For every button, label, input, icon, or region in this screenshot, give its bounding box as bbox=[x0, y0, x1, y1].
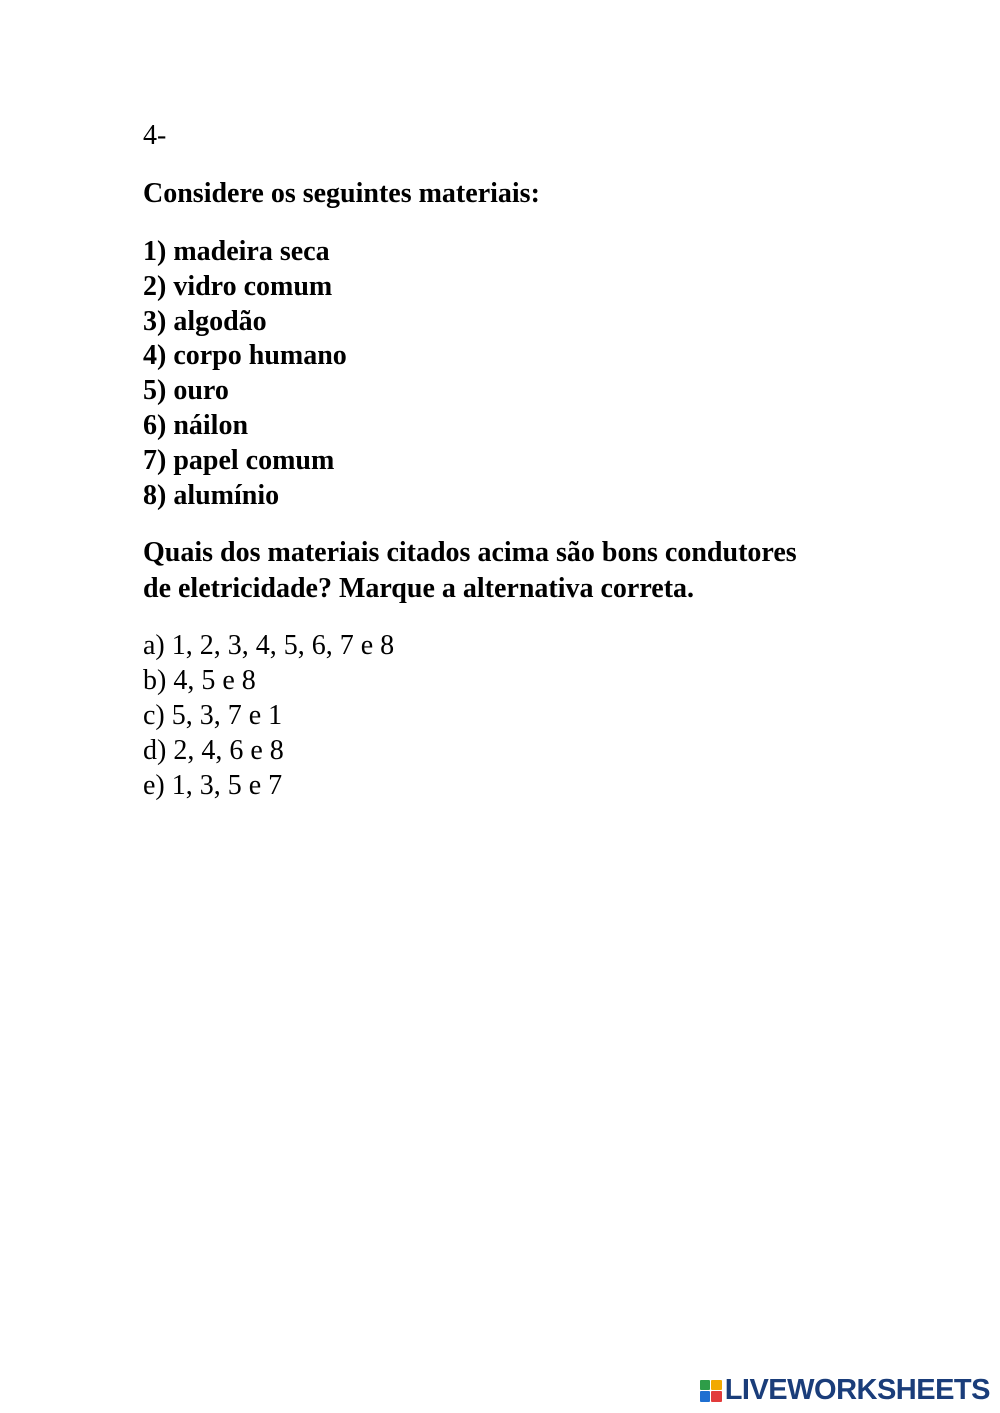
question-prompt-line1: Quais dos materiais citados acima são bons condutores bbox=[143, 537, 797, 569]
material-item: 1) madeira seca bbox=[143, 236, 330, 267]
liveworksheets-logo-icon bbox=[700, 1380, 722, 1402]
answer-options bbox=[143, 629, 903, 803]
logo-square-green bbox=[700, 1380, 711, 1391]
logo-square-blue bbox=[700, 1391, 711, 1402]
material-item: 8) alumínio bbox=[143, 479, 280, 511]
material-item: 7) papel comum bbox=[143, 444, 335, 476]
liveworksheets-logo-text: LIVEWORKSHEETS bbox=[724, 1374, 990, 1406]
material-item: 6) náilon bbox=[143, 409, 249, 441]
material-item: 5) ouro bbox=[143, 375, 229, 407]
materials-list bbox=[143, 235, 903, 513]
question-number: 4- bbox=[143, 120, 167, 151]
answer-option-c[interactable]: c) 5, 3, 7 e 1 bbox=[143, 699, 283, 731]
answer-option-a[interactable]: a) 1, 2, 3, 4, 5, 6, 7 e 8 bbox=[143, 630, 395, 662]
logo-square-red bbox=[711, 1391, 722, 1402]
logo-square-yellow bbox=[711, 1380, 722, 1391]
answer-option-d[interactable]: d) 2, 4, 6 e 8 bbox=[143, 734, 284, 766]
material-item: 4) corpo humano bbox=[143, 340, 347, 372]
question-prompt-line2: de eletricidade? Marque a alternativa correta. bbox=[143, 573, 695, 605]
material-item: 3) algodão bbox=[143, 305, 267, 337]
answer-option-b[interactable]: b) 4, 5 e 8 bbox=[143, 665, 256, 697]
answer-option-e[interactable]: e) 1, 3, 5 e 7 bbox=[143, 769, 283, 801]
question-intro: Considere os seguintes materiais: bbox=[143, 178, 540, 209]
question-prompt bbox=[143, 535, 903, 607]
liveworksheets-logo bbox=[700, 1374, 990, 1407]
material-item: 2) vidro comum bbox=[143, 270, 333, 302]
worksheet-content bbox=[143, 118, 903, 803]
